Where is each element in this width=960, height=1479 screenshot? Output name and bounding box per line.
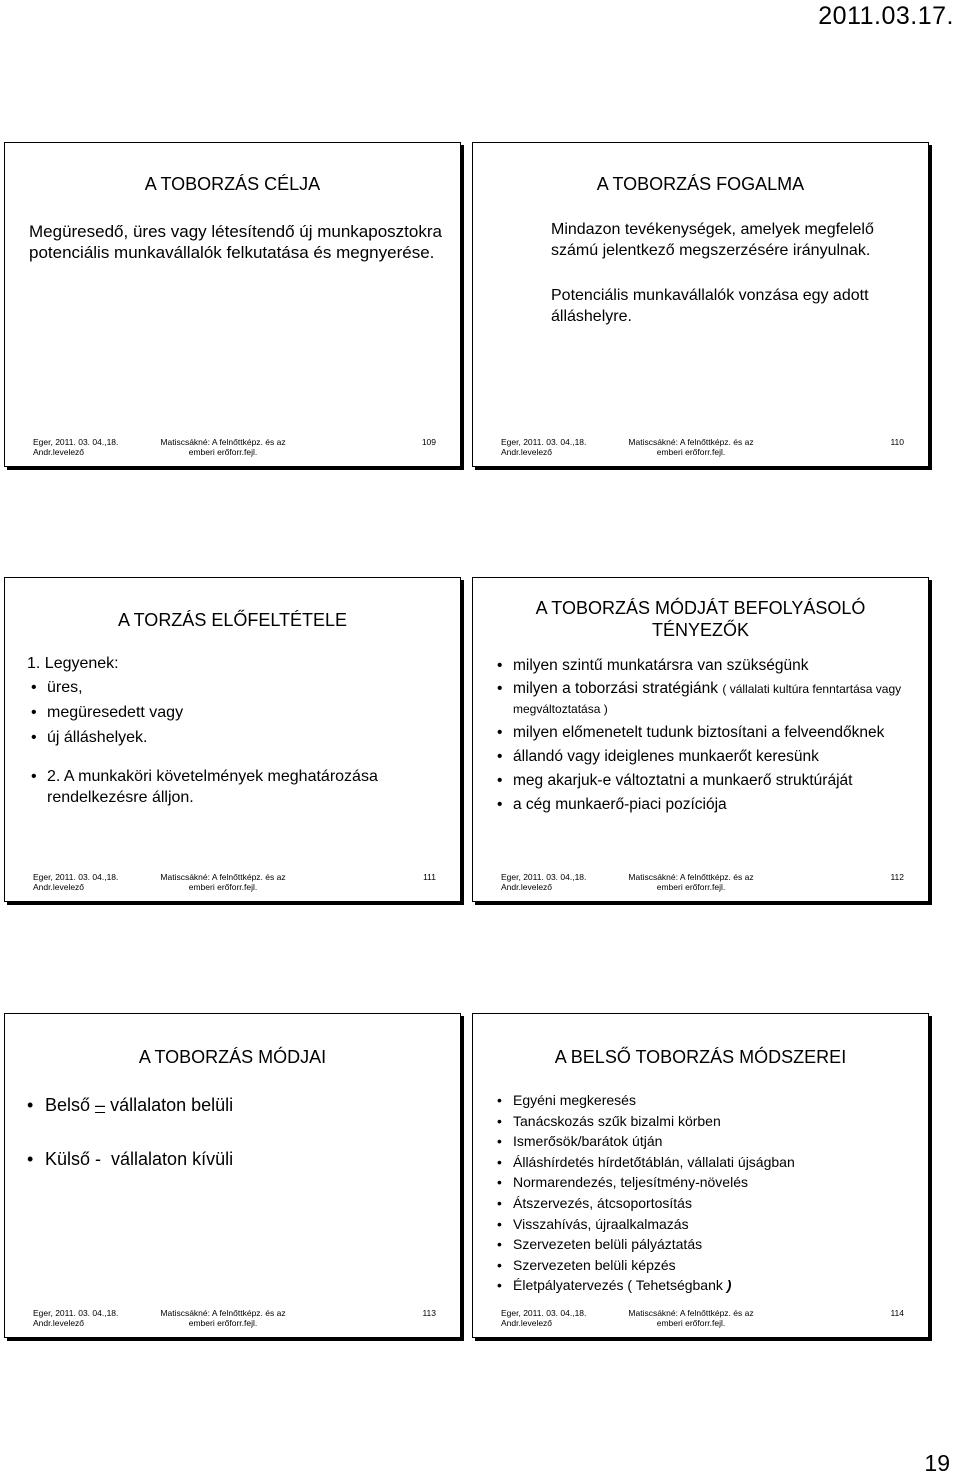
footer-author-2: emberi erőforr.fejl.: [656, 882, 726, 892]
slide-109: [4, 142, 461, 467]
list-item: • Szervezeten belüli pályáztatás: [497, 1234, 912, 1255]
slide-body: [29, 221, 446, 263]
footer-place-2: Andr.levelező: [33, 1318, 85, 1328]
footer-author: Matiscsákné: A felnőttképz. és az: [160, 872, 286, 882]
slide-paragraph: Megüresedő, üres vagy létesítendő új munkaposztokra potenciális munkavállalók felkutatása és megnyerése.: [29, 222, 442, 262]
footer-author-2: emberi erőforr.fejl.: [188, 1318, 258, 1328]
list-item: • Egyéni megkeresés: [497, 1090, 912, 1111]
footer-place: Eger, 2011. 03. 04.,18.: [501, 872, 587, 882]
footer-author: Matiscsákné: A felnőttképz. és az: [628, 437, 754, 447]
slide-intro: 1. Legyenek:: [27, 655, 119, 672]
list-item: • Tanácskozás szűk bizalmi körben: [497, 1111, 912, 1132]
list-item-text: vállalaton belüli: [110, 1095, 234, 1115]
slide-body: [497, 1090, 912, 1296]
footer-place-2: Andr.levelező: [33, 447, 85, 457]
footer-author-2: emberi erőforr.fejl.: [656, 447, 726, 457]
footer-author-2: emberi erőforr.fejl.: [188, 447, 258, 457]
list-item: • Külső - vállalaton kívüli: [27, 1148, 446, 1171]
slide-body: [497, 655, 908, 815]
list-item: • 2. A munkaköri követelmények meghatározása rendelkezésre álljon.: [31, 766, 446, 808]
slide-number: 109: [421, 437, 436, 447]
slide-list: [497, 655, 908, 815]
footer-place-2: Andr.levelező: [501, 447, 553, 457]
list-item: • Átszervezés, átcsoportosítás: [497, 1193, 912, 1214]
slide-number: 112: [890, 872, 904, 882]
list-item-dash: –: [95, 1095, 106, 1115]
slide-number: 114: [890, 1308, 904, 1318]
slide-113: [4, 1013, 461, 1338]
list-item: • állandó vagy ideiglenes munkaerőt keresünk: [497, 746, 908, 767]
footer-place: Eger, 2011. 03. 04.,18.: [33, 1308, 119, 1318]
list-item: • meg akarjuk-e változtatni a munkaerő struktúráját: [497, 770, 908, 791]
footer-author: Matiscsákné: A felnőttképz. és az: [628, 1308, 754, 1318]
list-item-paren: ): [722, 1277, 732, 1294]
slide-list: [27, 1094, 446, 1171]
slide-body: [27, 653, 446, 808]
slide-title-line: A TOBORZÁS MÓDJÁT BEFOLYÁSOLÓ: [535, 598, 866, 618]
slide-list-2: [31, 766, 446, 808]
slide-title: A TOBORZÁS FOGALMA: [596, 174, 805, 194]
list-item: • milyen előmenetelt tudunk biztosítani a felveendőknek: [497, 722, 908, 743]
list-item: • Ismerősök/barátok útján: [497, 1131, 912, 1152]
list-item: • üres,: [31, 677, 446, 698]
slide-110: [472, 142, 929, 467]
footer-place: Eger, 2011. 03. 04.,18.: [33, 872, 119, 882]
list-item-text: milyen a toborzási stratégiánk: [513, 680, 719, 697]
footer-author: Matiscsákné: A felnőttképz. és az: [160, 437, 286, 447]
footer-place: Eger, 2011. 03. 04.,18.: [501, 437, 587, 447]
list-item-text: Belső: [45, 1095, 91, 1115]
page-date: 2011.03.17.: [818, 2, 954, 30]
slide-number: 111: [423, 872, 436, 882]
slide-112: [472, 577, 929, 902]
list-item: • Álláshírdetés hírdetőtáblán, vállalati újságban: [497, 1152, 912, 1173]
slide-title: A BELSŐ TOBORZÁS MÓDSZEREI: [554, 1047, 847, 1067]
list-item: [497, 1275, 912, 1296]
footer-author-2: emberi erőforr.fejl.: [656, 1318, 726, 1328]
slide-body: [551, 219, 888, 327]
list-item: [27, 1094, 446, 1117]
list-item-text: Életpályatervezés ( Tehetségbank: [513, 1277, 723, 1294]
footer-place-2: Andr.levelező: [33, 882, 85, 892]
slide-114: [472, 1013, 929, 1338]
slide-body: [27, 1094, 446, 1171]
slide-number: 113: [422, 1308, 436, 1318]
list-item: • Szervezeten belüli képzés: [497, 1255, 912, 1276]
slide-list: [31, 677, 446, 748]
slide-111: [4, 577, 461, 902]
slide-title: [483, 597, 918, 641]
list-item: • megüresedett vagy: [31, 702, 446, 723]
slide-title: A TOBORZÁS MÓDJAI: [138, 1047, 327, 1067]
slide-number: 110: [890, 437, 904, 447]
list-item: • új álláshelyek.: [31, 727, 446, 748]
list-item: • a cég munkaerő-piaci pozíciója: [497, 794, 908, 815]
footer-author-2: emberi erőforr.fejl.: [188, 882, 258, 892]
footer-author: Matiscsákné: A felnőttképz. és az: [160, 1308, 286, 1318]
list-item: • Visszahívás, újraalkalmazás: [497, 1214, 912, 1235]
list-item: [497, 679, 908, 719]
slide-title: A TOBORZÁS CÉLJA: [144, 174, 321, 194]
list-item-note: ( vállalati kultúra fenntartása vagy megváltoztatása ): [513, 682, 902, 716]
slide-paragraph: Mindazon tevékenységek, amelyek megfelelő számú jelentkező megszerzésére irányulnak.: [551, 221, 874, 259]
footer-place-2: Andr.levelező: [501, 1318, 553, 1328]
slide-title-line: TÉNYEZŐK: [651, 620, 749, 640]
slide-list: [497, 1090, 912, 1296]
slide-paragraph: Potenciális munkavállalók vonzása egy adott álláshelyre.: [551, 287, 869, 325]
footer-author: Matiscsákné: A felnőttképz. és az: [628, 872, 754, 882]
slide-title: A TORZÁS ELŐFELTÉTELE: [117, 610, 348, 630]
footer-place: Eger, 2011. 03. 04.,18.: [501, 1308, 587, 1318]
footer-place-2: Andr.levelező: [501, 882, 553, 892]
footer-place: Eger, 2011. 03. 04.,18.: [33, 437, 119, 447]
list-item: • Normarendezés, teljesítmény-növelés: [497, 1172, 912, 1193]
page-number: 19: [924, 1450, 950, 1476]
list-item: • milyen szintű munkatársra van szükségünk: [497, 655, 908, 676]
